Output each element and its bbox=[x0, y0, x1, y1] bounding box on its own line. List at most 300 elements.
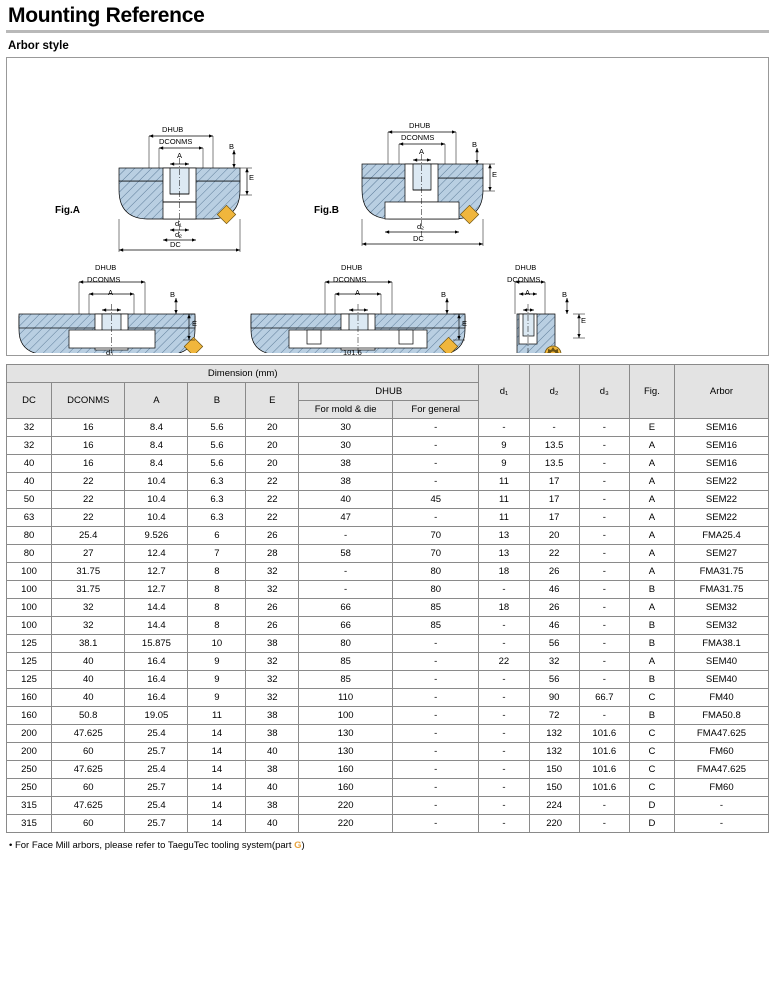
cell-fig: A bbox=[629, 653, 674, 671]
figure-label-a: Fig.A bbox=[55, 205, 80, 216]
cell-a: 16.4 bbox=[125, 671, 188, 689]
page-title: Mounting Reference bbox=[8, 4, 205, 27]
cell-arbor: SEM40 bbox=[674, 671, 768, 689]
header-fig: Fig. bbox=[629, 365, 674, 419]
dim-e-e: E bbox=[581, 316, 587, 325]
table-header-row-1 bbox=[7, 365, 769, 383]
cell-for-general: - bbox=[393, 653, 479, 671]
dim-dhub-b: DHUB bbox=[409, 121, 431, 130]
header-e: E bbox=[246, 383, 299, 419]
cell-b: 7 bbox=[188, 545, 246, 563]
cell-b: 14 bbox=[188, 761, 246, 779]
cell-fig: D bbox=[629, 815, 674, 833]
cell-d2: 224 bbox=[529, 797, 579, 815]
table-row bbox=[7, 725, 769, 743]
cell-for-mold-die: 130 bbox=[299, 725, 393, 743]
cell-d2: - bbox=[529, 419, 579, 437]
cell-fig: E bbox=[629, 419, 674, 437]
cell-d3: - bbox=[579, 797, 629, 815]
cell-dc: 32 bbox=[7, 419, 52, 437]
cell-dconms: 32 bbox=[52, 599, 125, 617]
cell-for-general: - bbox=[393, 743, 479, 761]
table-row bbox=[7, 707, 769, 725]
title-divider bbox=[6, 30, 769, 33]
cell-b: 6.3 bbox=[188, 473, 246, 491]
cell-e: 32 bbox=[246, 689, 299, 707]
cell-arbor: FMA47.625 bbox=[674, 725, 768, 743]
cell-arbor: SEM22 bbox=[674, 491, 768, 509]
header-dhub-group: DHUB bbox=[299, 383, 479, 401]
cell-d3: - bbox=[579, 545, 629, 563]
cell-fig: A bbox=[629, 437, 674, 455]
table-body bbox=[7, 419, 769, 833]
cell-e: 22 bbox=[246, 491, 299, 509]
dim-dconms-c: DCONMS bbox=[87, 275, 121, 284]
cell-fig: A bbox=[629, 545, 674, 563]
cell-b: 9 bbox=[188, 671, 246, 689]
dim-dc-a: DC bbox=[170, 240, 181, 249]
cell-d3: - bbox=[579, 815, 629, 833]
cell-b: 8 bbox=[188, 599, 246, 617]
cell-d1: 13 bbox=[479, 527, 529, 545]
cell-a: 16.4 bbox=[125, 689, 188, 707]
dim-e-c: E bbox=[192, 319, 198, 328]
cell-d1: 11 bbox=[479, 509, 529, 527]
cell-dconms: 47.625 bbox=[52, 797, 125, 815]
cell-for-general: 80 bbox=[393, 581, 479, 599]
cell-e: 32 bbox=[246, 563, 299, 581]
cell-d2: 22 bbox=[529, 545, 579, 563]
cell-d1: 13 bbox=[479, 545, 529, 563]
cell-b: 6 bbox=[188, 527, 246, 545]
cell-dc: 100 bbox=[7, 581, 52, 599]
cell-arbor: FMA31.75 bbox=[674, 581, 768, 599]
cell-a: 9.526 bbox=[125, 527, 188, 545]
cell-d1: 11 bbox=[479, 491, 529, 509]
table-row bbox=[7, 635, 769, 653]
cell-d2: 17 bbox=[529, 509, 579, 527]
cell-dc: 125 bbox=[7, 671, 52, 689]
cell-for-general: 85 bbox=[393, 599, 479, 617]
dim-a-b: A bbox=[419, 147, 425, 156]
dimension-table bbox=[6, 364, 769, 833]
cell-arbor: SEM32 bbox=[674, 617, 768, 635]
table-head bbox=[7, 365, 769, 419]
cell-arbor: SEM22 bbox=[674, 509, 768, 527]
dim-dhub-c: DHUB bbox=[95, 263, 117, 272]
cell-d1: - bbox=[479, 671, 529, 689]
cell-dc: 63 bbox=[7, 509, 52, 527]
cell-b: 14 bbox=[188, 743, 246, 761]
cell-fig: A bbox=[629, 473, 674, 491]
cell-dconms: 38.1 bbox=[52, 635, 125, 653]
cell-d2: 220 bbox=[529, 815, 579, 833]
cell-d1: 18 bbox=[479, 599, 529, 617]
cell-e: 22 bbox=[246, 509, 299, 527]
cell-for-general: - bbox=[393, 779, 479, 797]
cell-dc: 200 bbox=[7, 725, 52, 743]
cell-for-mold-die: 47 bbox=[299, 509, 393, 527]
cell-for-mold-die: 30 bbox=[299, 437, 393, 455]
cell-dc: 40 bbox=[7, 473, 52, 491]
cell-arbor: FMA47.625 bbox=[674, 761, 768, 779]
footnote-part-mark: G bbox=[294, 840, 302, 851]
cell-e: 38 bbox=[246, 761, 299, 779]
cell-b: 9 bbox=[188, 653, 246, 671]
header-dc: DC bbox=[7, 383, 52, 419]
cell-dconms: 60 bbox=[52, 779, 125, 797]
table-row bbox=[7, 671, 769, 689]
cell-e: 38 bbox=[246, 707, 299, 725]
cell-for-general: 70 bbox=[393, 545, 479, 563]
cell-a: 25.4 bbox=[125, 797, 188, 815]
cell-d3: - bbox=[579, 527, 629, 545]
cell-for-general: - bbox=[393, 797, 479, 815]
cell-d3: 101.6 bbox=[579, 779, 629, 797]
header-dimension-group: Dimension (mm) bbox=[7, 365, 479, 383]
header-b: B bbox=[188, 383, 246, 419]
header-d1: d₁ bbox=[479, 365, 529, 419]
cell-d1: 18 bbox=[479, 563, 529, 581]
cell-dc: 125 bbox=[7, 653, 52, 671]
table-row bbox=[7, 419, 769, 437]
cell-d3: - bbox=[579, 563, 629, 581]
cell-dconms: 47.625 bbox=[52, 761, 125, 779]
cell-dc: 200 bbox=[7, 743, 52, 761]
cell-e: 20 bbox=[246, 419, 299, 437]
cell-d3: - bbox=[579, 599, 629, 617]
cell-for-mold-die: 38 bbox=[299, 473, 393, 491]
cell-d3: - bbox=[579, 509, 629, 527]
table-row bbox=[7, 797, 769, 815]
cell-d3: - bbox=[579, 455, 629, 473]
cell-for-mold-die: - bbox=[299, 527, 393, 545]
cell-arbor: FMA38.1 bbox=[674, 635, 768, 653]
dim-d3-c: d₃ bbox=[106, 348, 114, 356]
cell-dc: 32 bbox=[7, 437, 52, 455]
cell-d3: 101.6 bbox=[579, 743, 629, 761]
cell-d1: - bbox=[479, 635, 529, 653]
cell-b: 14 bbox=[188, 797, 246, 815]
cell-d1: - bbox=[479, 689, 529, 707]
cell-arbor: SEM16 bbox=[674, 419, 768, 437]
cell-for-mold-die: 160 bbox=[299, 761, 393, 779]
footnote bbox=[9, 840, 769, 851]
cell-d2: 56 bbox=[529, 671, 579, 689]
cell-d2: 13.5 bbox=[529, 437, 579, 455]
dim-e-a: E bbox=[249, 173, 255, 182]
cell-d1: 11 bbox=[479, 473, 529, 491]
cell-b: 6.3 bbox=[188, 491, 246, 509]
cell-d3: - bbox=[579, 491, 629, 509]
cell-d1: - bbox=[479, 617, 529, 635]
cell-d2: 132 bbox=[529, 743, 579, 761]
cell-fig: A bbox=[629, 455, 674, 473]
cell-a: 25.4 bbox=[125, 761, 188, 779]
cell-dconms: 40 bbox=[52, 689, 125, 707]
dim-b-d: B bbox=[441, 290, 447, 299]
cell-d3: - bbox=[579, 671, 629, 689]
cell-a: 25.4 bbox=[125, 725, 188, 743]
cell-a: 25.7 bbox=[125, 743, 188, 761]
table-row bbox=[7, 437, 769, 455]
cell-dc: 160 bbox=[7, 707, 52, 725]
cell-d3: 101.6 bbox=[579, 761, 629, 779]
table-row bbox=[7, 455, 769, 473]
cell-a: 10.4 bbox=[125, 473, 188, 491]
cell-d1: - bbox=[479, 707, 529, 725]
cell-d3: 66.7 bbox=[579, 689, 629, 707]
cell-for-general: - bbox=[393, 635, 479, 653]
dim-101-6-d: 101.6 bbox=[343, 348, 362, 356]
cell-d1: - bbox=[479, 761, 529, 779]
cell-b: 8 bbox=[188, 581, 246, 599]
table-row bbox=[7, 563, 769, 581]
dim-b-c: B bbox=[170, 290, 176, 299]
cell-fig: C bbox=[629, 761, 674, 779]
cell-for-general: 70 bbox=[393, 527, 479, 545]
dim-a-c: A bbox=[108, 288, 114, 297]
cell-dconms: 16 bbox=[52, 419, 125, 437]
cell-for-mold-die: 40 bbox=[299, 491, 393, 509]
cell-d3: 101.6 bbox=[579, 725, 629, 743]
cell-for-mold-die: 85 bbox=[299, 671, 393, 689]
cell-fig: A bbox=[629, 527, 674, 545]
cell-e: 40 bbox=[246, 743, 299, 761]
cell-d2: 56 bbox=[529, 635, 579, 653]
cell-dc: 80 bbox=[7, 527, 52, 545]
footnote-text-before: • For Face Mill arbors, please refer to TaeguTec tooling system(part bbox=[9, 840, 295, 851]
cell-dconms: 16 bbox=[52, 455, 125, 473]
cell-arbor: FM60 bbox=[674, 743, 768, 761]
cell-d1: - bbox=[479, 743, 529, 761]
dim-d1-a: d₁ bbox=[175, 219, 182, 228]
table-row bbox=[7, 581, 769, 599]
cell-arbor: FMA25.4 bbox=[674, 527, 768, 545]
cell-dc: 315 bbox=[7, 815, 52, 833]
cell-e: 26 bbox=[246, 617, 299, 635]
cell-a: 8.4 bbox=[125, 419, 188, 437]
cell-arbor: SEM27 bbox=[674, 545, 768, 563]
cell-d1: - bbox=[479, 779, 529, 797]
cell-for-general: - bbox=[393, 689, 479, 707]
cell-e: 32 bbox=[246, 653, 299, 671]
cell-for-general: 45 bbox=[393, 491, 479, 509]
cell-b: 9 bbox=[188, 689, 246, 707]
cell-dc: 160 bbox=[7, 689, 52, 707]
cell-e: 20 bbox=[246, 455, 299, 473]
cell-arbor: SEM32 bbox=[674, 599, 768, 617]
cell-e: 26 bbox=[246, 527, 299, 545]
cell-d3: - bbox=[579, 581, 629, 599]
cell-e: 32 bbox=[246, 671, 299, 689]
dim-b-a: B bbox=[229, 142, 235, 151]
cell-b: 14 bbox=[188, 725, 246, 743]
cell-arbor: FM40 bbox=[674, 689, 768, 707]
cell-d2: 13.5 bbox=[529, 455, 579, 473]
cell-a: 25.7 bbox=[125, 779, 188, 797]
cell-for-general: - bbox=[393, 473, 479, 491]
cell-for-general: - bbox=[393, 815, 479, 833]
cell-d2: 132 bbox=[529, 725, 579, 743]
cell-arbor: FM60 bbox=[674, 779, 768, 797]
cell-dconms: 31.75 bbox=[52, 563, 125, 581]
dim-a-d: A bbox=[355, 288, 361, 297]
cell-d1: 9 bbox=[479, 455, 529, 473]
table-row bbox=[7, 491, 769, 509]
cell-for-general: - bbox=[393, 455, 479, 473]
cell-dconms: 60 bbox=[52, 815, 125, 833]
cell-fig: A bbox=[629, 563, 674, 581]
cell-for-mold-die: 220 bbox=[299, 815, 393, 833]
dim-a-e: A bbox=[525, 288, 531, 297]
cell-a: 10.4 bbox=[125, 509, 188, 527]
table-row bbox=[7, 599, 769, 617]
cell-arbor: FMA31.75 bbox=[674, 563, 768, 581]
cell-for-mold-die: 66 bbox=[299, 599, 393, 617]
dim-e-b: E bbox=[492, 170, 498, 179]
cell-d2: 46 bbox=[529, 617, 579, 635]
cell-dc: 40 bbox=[7, 455, 52, 473]
cell-dconms: 27 bbox=[52, 545, 125, 563]
cell-dc: 100 bbox=[7, 599, 52, 617]
cell-e: 38 bbox=[246, 725, 299, 743]
cell-a: 25.7 bbox=[125, 815, 188, 833]
cell-d3: - bbox=[579, 419, 629, 437]
cell-fig: C bbox=[629, 743, 674, 761]
cell-for-mold-die: 110 bbox=[299, 689, 393, 707]
cell-fig: B bbox=[629, 581, 674, 599]
cell-for-general: - bbox=[393, 419, 479, 437]
dim-e-d: E bbox=[462, 319, 468, 328]
cell-dc: 250 bbox=[7, 761, 52, 779]
cell-b: 10 bbox=[188, 635, 246, 653]
cell-e: 26 bbox=[246, 599, 299, 617]
cell-dc: 315 bbox=[7, 797, 52, 815]
dim-dconms-d: DCONMS bbox=[333, 275, 367, 284]
cell-d2: 150 bbox=[529, 779, 579, 797]
cell-d2: 46 bbox=[529, 581, 579, 599]
cell-fig: D bbox=[629, 797, 674, 815]
cell-a: 8.4 bbox=[125, 455, 188, 473]
cell-dconms: 40 bbox=[52, 653, 125, 671]
cell-for-mold-die: 30 bbox=[299, 419, 393, 437]
cell-arbor: - bbox=[674, 797, 768, 815]
table-row bbox=[7, 689, 769, 707]
cell-fig: A bbox=[629, 509, 674, 527]
mounting-figures-diagram bbox=[7, 58, 768, 353]
cell-e: 32 bbox=[246, 581, 299, 599]
cell-for-mold-die: 80 bbox=[299, 635, 393, 653]
cell-d1: - bbox=[479, 725, 529, 743]
cell-dconms: 32 bbox=[52, 617, 125, 635]
cell-a: 19.05 bbox=[125, 707, 188, 725]
cell-dconms: 25.4 bbox=[52, 527, 125, 545]
cell-a: 12.4 bbox=[125, 545, 188, 563]
dim-b-e: B bbox=[562, 290, 568, 299]
cell-d2: 20 bbox=[529, 527, 579, 545]
table-row bbox=[7, 545, 769, 563]
cell-dconms: 16 bbox=[52, 437, 125, 455]
cell-for-mold-die: 160 bbox=[299, 779, 393, 797]
cell-for-general: - bbox=[393, 509, 479, 527]
cell-e: 38 bbox=[246, 635, 299, 653]
header-dconms: DCONMS bbox=[52, 383, 125, 419]
cell-d2: 26 bbox=[529, 563, 579, 581]
cell-d1: - bbox=[479, 581, 529, 599]
cell-dconms: 40 bbox=[52, 671, 125, 689]
cell-dc: 125 bbox=[7, 635, 52, 653]
cell-for-general: - bbox=[393, 761, 479, 779]
cell-fig: B bbox=[629, 671, 674, 689]
figure-label-b: Fig.B bbox=[314, 205, 339, 216]
page-subtitle: Arbor style bbox=[8, 40, 69, 52]
cell-d3: - bbox=[579, 473, 629, 491]
header-d2: d₂ bbox=[529, 365, 579, 419]
cell-d1: - bbox=[479, 815, 529, 833]
cell-arbor: SEM40 bbox=[674, 653, 768, 671]
cell-for-mold-die: 100 bbox=[299, 707, 393, 725]
cell-a: 10.4 bbox=[125, 491, 188, 509]
cell-e: 20 bbox=[246, 437, 299, 455]
cell-a: 12.7 bbox=[125, 581, 188, 599]
cell-dc: 80 bbox=[7, 545, 52, 563]
table-row bbox=[7, 815, 769, 833]
dim-dconms-a: DCONMS bbox=[159, 137, 193, 146]
table-row bbox=[7, 527, 769, 545]
cell-e: 22 bbox=[246, 473, 299, 491]
cell-for-mold-die: - bbox=[299, 563, 393, 581]
table-row bbox=[7, 779, 769, 797]
cell-dc: 100 bbox=[7, 563, 52, 581]
cell-arbor: SEM16 bbox=[674, 455, 768, 473]
cell-b: 6.3 bbox=[188, 509, 246, 527]
cell-for-mold-die: 66 bbox=[299, 617, 393, 635]
dim-dconms-b: DCONMS bbox=[401, 133, 435, 142]
cell-fig: B bbox=[629, 635, 674, 653]
cell-d1: 22 bbox=[479, 653, 529, 671]
cell-b: 5.6 bbox=[188, 437, 246, 455]
dim-dc-b: DC bbox=[413, 234, 424, 243]
dim-dhub-e: DHUB bbox=[515, 263, 537, 272]
cell-b: 5.6 bbox=[188, 455, 246, 473]
header-arbor: Arbor bbox=[674, 365, 768, 419]
cell-b: 8 bbox=[188, 617, 246, 635]
cell-d1: - bbox=[479, 797, 529, 815]
cell-arbor: SEM22 bbox=[674, 473, 768, 491]
cell-d1: 9 bbox=[479, 437, 529, 455]
dim-b-b: B bbox=[472, 140, 478, 149]
dim-a-a: A bbox=[177, 151, 183, 160]
cell-for-mold-die: - bbox=[299, 581, 393, 599]
header-for-general: For general bbox=[393, 401, 479, 419]
cell-dconms: 47.625 bbox=[52, 725, 125, 743]
cell-d3: - bbox=[579, 653, 629, 671]
cell-dconms: 60 bbox=[52, 743, 125, 761]
cell-a: 14.4 bbox=[125, 617, 188, 635]
cell-d2: 150 bbox=[529, 761, 579, 779]
table-row bbox=[7, 509, 769, 527]
cell-d2: 17 bbox=[529, 491, 579, 509]
cell-b: 5.6 bbox=[188, 419, 246, 437]
cell-fig: A bbox=[629, 599, 674, 617]
cell-for-general: - bbox=[393, 725, 479, 743]
table-row bbox=[7, 653, 769, 671]
dim-d2-a: d₂ bbox=[175, 230, 183, 239]
cell-e: 38 bbox=[246, 797, 299, 815]
figure-panel bbox=[6, 57, 769, 356]
cell-for-mold-die: 85 bbox=[299, 653, 393, 671]
